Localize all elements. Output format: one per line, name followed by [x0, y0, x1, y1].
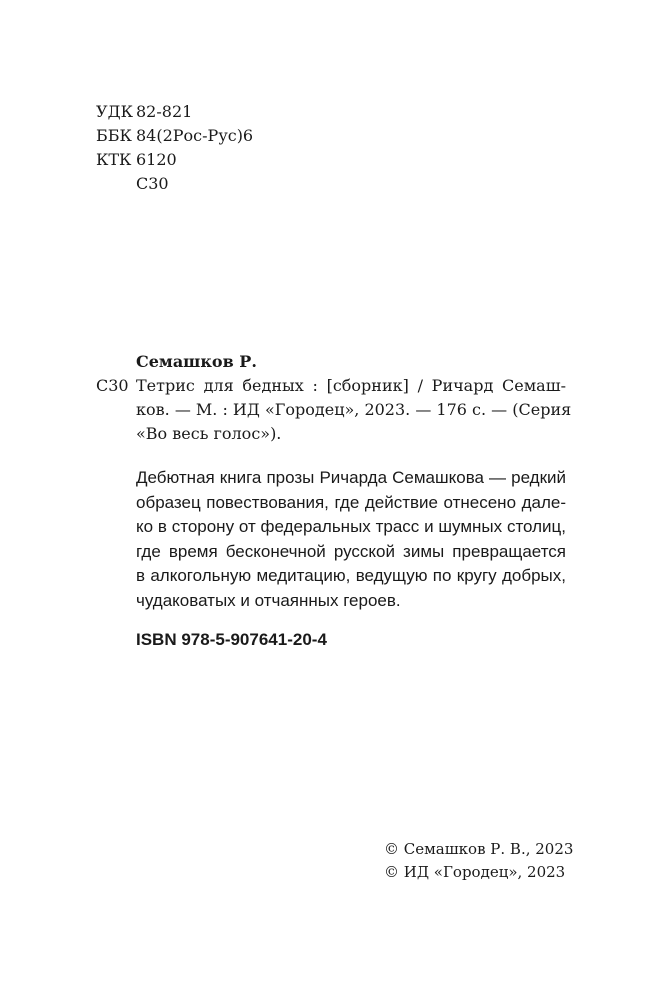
annotation-line: Дебютная книга прозы Ричарда Семашкова — редкий	[136, 468, 566, 487]
classification-key: УДК	[96, 102, 133, 121]
bibliographic-line: Тетрис для бедных : [сборник] / Ричард Семаш-	[136, 376, 566, 395]
annotation-line: чудаковатых и отчаянных героев.	[136, 590, 401, 610]
annotation-line: образец повествования, где действие отнесено дале-	[136, 492, 566, 512]
annotation-line: где время бесконечной русской зимы превращается	[136, 541, 566, 561]
classification-row-author-sign	[96, 172, 253, 196]
copyright-line: © ИД «Городец», 2023	[384, 863, 566, 881]
classification-value: С30	[136, 174, 169, 193]
bibliographic-line: ков. — М. : ИД «Городец», 2023. — 176 с. — (Серия	[136, 400, 572, 419]
classification-key: КТК	[96, 150, 132, 169]
copyright-line: © Семашков Р. В., 2023	[384, 840, 574, 858]
annotation-line: в алкогольную медитацию, ведущую по кругу добрых,	[136, 566, 566, 585]
classification-value: 82-821	[136, 102, 193, 121]
classification-block	[96, 100, 253, 196]
classification-row-ktk	[96, 148, 253, 172]
copyright-block	[384, 838, 573, 884]
classification-value: 6120	[136, 150, 177, 169]
classification-key	[96, 172, 136, 196]
bibliographic-line: «Во весь голос»).	[136, 424, 282, 443]
classification-row-bbk	[96, 124, 253, 148]
classification-row-udk	[96, 100, 253, 124]
author-heading: Семашков Р.	[136, 352, 257, 371]
isbn: ISBN 978-5-907641-20-4	[136, 630, 327, 649]
annotation-line: ко в сторону от федеральных трасс и шумных столиц,	[136, 517, 566, 536]
bibliographic-record	[96, 350, 572, 446]
bibliographic-entry	[96, 374, 572, 446]
classification-key: ББК	[96, 126, 132, 145]
author-sign-code: С30	[96, 376, 129, 395]
classification-value: 84(2Рос-Рус)6	[136, 126, 254, 145]
annotation	[136, 466, 566, 613]
